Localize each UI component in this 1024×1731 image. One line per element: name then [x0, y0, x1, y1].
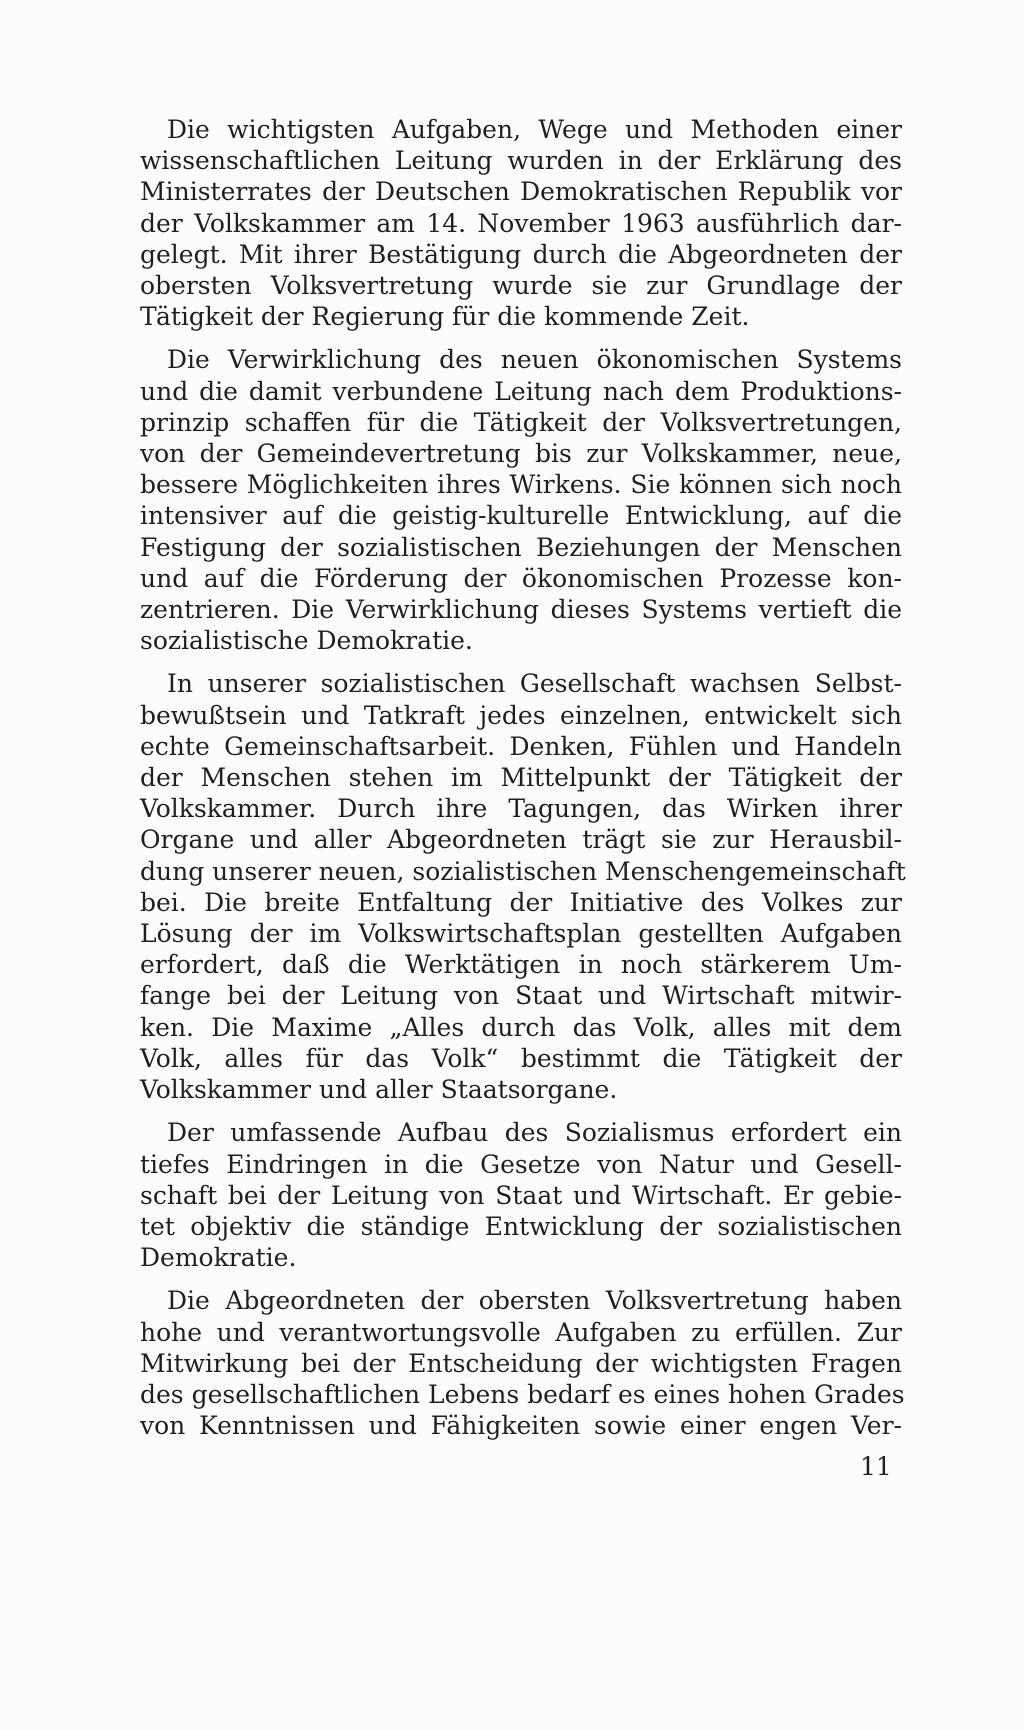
paragraph-2 — [140, 344, 902, 656]
text-line: des gesellschaftlichen Lebens bedarf es eines hohen Grades — [140, 1379, 905, 1409]
text-line: erfordert, daß die Werktätigen in noch stärkerem Um- — [140, 950, 902, 980]
paragraph-1 — [140, 114, 902, 332]
paragraph-3 — [140, 668, 906, 1105]
text-line: ken. Die Maxime „Alles durch das Volk, alles mit dem — [140, 1012, 902, 1042]
text-line: bewußtsein und Tatkraft jedes einzelnen, entwickelt sich — [140, 700, 902, 730]
text-line: Der umfassende Aufbau des Sozialismus erfordert ein — [167, 1118, 902, 1148]
text-line: fange bei der Leitung von Staat und Wirtschaft mitwir- — [140, 981, 902, 1011]
text-line: von der Gemeindevertretung bis zur Volkskammer, neue, — [140, 439, 902, 469]
text-line: Ministerrates der Deutschen Demokratischen Republik vor — [140, 177, 902, 207]
text-line: Organe und aller Abgeordneten trägt sie zur Herausbil- — [140, 825, 902, 855]
document-page — [140, 114, 906, 1634]
text-line: Mitwirkung bei der Entscheidung der wichtigsten Fragen — [140, 1348, 902, 1378]
text-line: dung unserer neuen, sozialistischen Menschengemeinschaft — [140, 856, 906, 886]
text-line: gelegt. Mit ihrer Bestätigung durch die Abgeordneten der — [140, 239, 902, 269]
text-line: Lösung der im Volkswirtschaftsplan gestellten Aufgaben — [140, 919, 902, 949]
text-line: echte Gemeinschaftsarbeit. Denken, Fühlen und Handeln — [140, 731, 902, 761]
text-line: prinzip schaffen für die Tätigkeit der Volksvertretungen, — [140, 407, 902, 437]
text-line: der Volkskammer am 14. November 1963 ausführlich dar- — [140, 208, 902, 238]
text-line: Die Abgeordneten der obersten Volksvertretung haben — [167, 1286, 902, 1316]
text-line: Volkskammer und aller Staatsorgane. — [140, 1075, 618, 1105]
text-line: intensiver auf die geistig-kulturelle Entwicklung, auf die — [140, 501, 902, 531]
text-line: bei. Die breite Entfaltung der Initiative des Volkes zur — [140, 887, 902, 917]
text-line: der Menschen stehen im Mittelpunkt der Tätigkeit der — [140, 763, 902, 793]
text-line: schaft bei der Leitung von Staat und Wirtschaft. Er gebie- — [140, 1180, 902, 1210]
text-line: Volkskammer. Durch ihre Tagungen, das Wirken ihrer — [140, 794, 902, 824]
text-line: und die damit verbundene Leitung nach dem Produktions- — [140, 376, 902, 406]
text-line: wissenschaftlichen Leitung wurden in der Erklärung des — [140, 146, 902, 176]
text-line: Demokratie. — [140, 1243, 297, 1273]
paragraph-4 — [140, 1117, 902, 1273]
text-line: tet objektiv die ständige Entwicklung der sozialistischen — [140, 1211, 902, 1241]
text-line: bessere Möglichkeiten ihres Wirkens. Sie können sich noch — [140, 470, 902, 500]
text-line: Festigung der sozialistischen Beziehungen der Menschen — [140, 532, 902, 562]
page-number: 11 — [860, 1452, 892, 1481]
paragraph-5 — [140, 1285, 905, 1441]
text-line: Tätigkeit der Regierung für die kommende Zeit. — [140, 302, 750, 332]
text-line: von Kenntnissen und Fähigkeiten sowie einer engen Ver- — [140, 1411, 902, 1441]
text-line: In unserer sozialistischen Gesellschaft wachsen Selbst- — [167, 669, 902, 699]
text-line: Volk, alles für das Volk“ bestimmt die Tätigkeit der — [140, 1043, 902, 1073]
text-line: obersten Volksvertretung wurde sie zur Grundlage der — [140, 271, 902, 301]
text-line: sozialistische Demokratie. — [140, 626, 473, 656]
text-line: Die wichtigsten Aufgaben, Wege und Methoden einer — [167, 115, 902, 144]
text-line: und auf die Förderung der ökonomischen Prozesse kon- — [140, 563, 902, 593]
text-line: zentrieren. Die Verwirklichung dieses Systems vertieft die — [140, 595, 902, 625]
text-line: Die Verwirklichung des neuen ökonomischen Systems — [167, 345, 902, 375]
text-line: tiefes Eindringen in die Gesetze von Natur und Gesell- — [140, 1149, 902, 1179]
text-line: hohe und verantwortungsvolle Aufgaben zu erfüllen. Zur — [140, 1317, 902, 1347]
